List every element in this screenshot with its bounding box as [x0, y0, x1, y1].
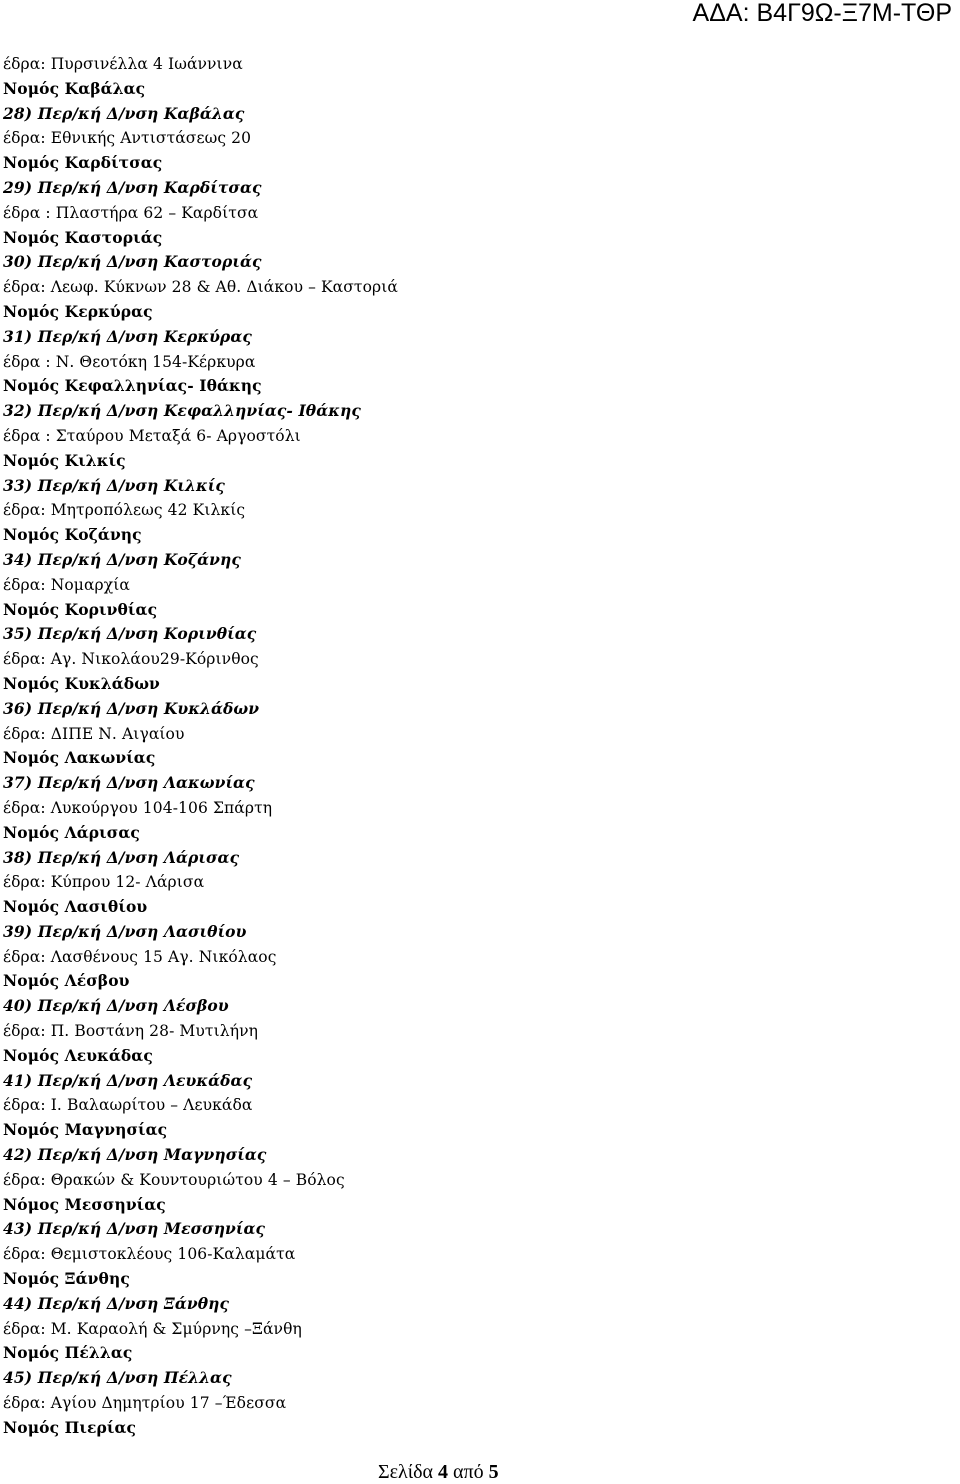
prefecture-heading: Νομός Κεφαλληνίας- Ιθάκης — [3, 376, 262, 396]
prefecture-heading: Νομός Λασιθίου — [3, 897, 148, 917]
directorate-heading: 28) Περ/κή Δ/νση Καβάλας — [3, 103, 245, 123]
prefecture-heading: Νομός Μαγνησίας — [3, 1120, 168, 1140]
directorate-heading: 31) Περ/κή Δ/νση Κερκύρας — [3, 326, 252, 346]
footer-page-word: Σελίδα — [378, 1461, 434, 1483]
seat-line: έδρα: Κύπρου 12- Λάρισα — [3, 873, 205, 892]
directorate-heading: 33) Περ/κή Δ/νση Κιλκίς — [3, 475, 225, 495]
seat-line: έδρα : Σταύρου Μεταξά 6- Αργοστόλι — [3, 426, 301, 445]
directorate-heading: 43) Περ/κή Δ/νση Μεσσηνίας — [3, 1219, 266, 1239]
prefecture-heading: Νομός Λάρισας — [3, 822, 140, 842]
prefecture-heading: Νομός Κοζάνης — [3, 525, 142, 545]
directorate-heading: 40) Περ/κή Δ/νση Λέσβου — [3, 996, 229, 1016]
ada-header: ΑΔΑ: Β4Γ9Ω-Ξ7Μ-ΤΘΡ — [692, 0, 952, 27]
directorate-heading: 30) Περ/κή Δ/νση Καστοριάς — [3, 252, 262, 272]
prefecture-heading: Νομός Πιερίας — [3, 1417, 137, 1437]
directorate-heading: 36) Περ/κή Δ/νση Κυκλάδων — [3, 698, 260, 718]
prefecture-heading: Νομός Καρδίτσας — [3, 153, 163, 173]
directorate-heading: 37) Περ/κή Δ/νση Λακωνίας — [3, 773, 255, 793]
seat-line: έδρα: Πυρσινέλλα 4 Ιωάννινα — [3, 55, 243, 73]
seat-line: έδρα: Θρακών & Κουντουριώτου 4 – Βόλος — [3, 1170, 345, 1189]
prefecture-heading: Νομός Λέσβου — [3, 971, 130, 991]
seat-line: έδρα: Λασθένους 15 Αγ. Νικόλαος — [3, 947, 277, 966]
directorate-heading: 45) Περ/κή Δ/νση Πέλλας — [3, 1368, 232, 1388]
directorate-heading: 29) Περ/κή Δ/νση Καρδίτσας — [3, 177, 262, 197]
prefecture-heading: Νόμος Μεσσηνίας — [3, 1194, 166, 1214]
seat-line: έδρα: Νομαρχία — [3, 575, 130, 594]
directorate-heading: 32) Περ/κή Δ/νση Κεφαλληνίας- Ιθάκης — [3, 401, 361, 421]
directorate-heading: 34) Περ/κή Δ/νση Κοζάνης — [3, 549, 241, 569]
seat-line: έδρα: Αγίου Δημητρίου 17 –Έδεσσα — [3, 1394, 287, 1413]
directorate-heading: 41) Περ/κή Δ/νση Λευκάδας — [3, 1070, 253, 1090]
seat-line: έδρα: Λυκούργου 104-106 Σπάρτη — [3, 798, 273, 817]
prefecture-heading: Νομός Ξάνθης — [3, 1269, 130, 1289]
document-body — [3, 52, 903, 1441]
directorate-heading: 42) Περ/κή Δ/νση Μαγνησίας — [3, 1145, 267, 1165]
seat-line: έδρα: Εθνικής Αντιστάσεως 20 — [3, 129, 252, 148]
seat-line: έδρα: Λεωφ. Κύκνων 28 & Αθ. Διάκου – Καστοριά — [3, 278, 398, 297]
footer-of-word: από — [453, 1461, 484, 1483]
seat-line: έδρα: Π. Βοστάνη 28- Μυτιλήνη — [3, 1022, 258, 1041]
prefecture-heading: Νομός Πέλλας — [3, 1343, 133, 1363]
directorate-heading: 38) Περ/κή Δ/νση Λάρισας — [3, 847, 240, 867]
prefecture-heading: Νομός Κυκλάδων — [3, 673, 160, 693]
prefecture-heading: Νομός Καβάλας — [3, 78, 146, 98]
seat-line: έδρα: Μ. Καραολή & Σμύρνης –Ξάνθη — [3, 1319, 302, 1338]
seat-line: έδρα : Ν. Θεοτόκη 154-Κέρκυρα — [3, 352, 256, 371]
directorate-heading: 39) Περ/κή Δ/νση Λασιθίου — [3, 921, 247, 941]
seat-line: έδρα: ΔΙΠΕ Ν. Αιγαίου — [3, 724, 185, 743]
footer-total-pages: 5 — [488, 1461, 499, 1483]
directorate-heading: 44) Περ/κή Δ/νση Ξάνθης — [3, 1293, 230, 1313]
prefecture-heading: Νομός Κερκύρας — [3, 301, 153, 321]
seat-line: έδρα: Θεμιστοκλέους 106-Καλαμάτα — [3, 1245, 296, 1264]
prefecture-heading: Νομός Κιλκίς — [3, 450, 126, 470]
seat-line: έδρα: Αγ. Νικολάου29-Κόρινθος — [3, 650, 259, 669]
seat-line: έδρα: Μητροπόλεως 42 Κιλκίς — [3, 501, 246, 520]
prefecture-heading: Νομός Καστοριάς — [3, 227, 163, 247]
page-footer — [378, 1460, 499, 1484]
prefecture-heading: Νομός Λευκάδας — [3, 1045, 153, 1065]
directorate-heading: 35) Περ/κή Δ/νση Κορινθίας — [3, 624, 257, 644]
seat-line: έδρα: Ι. Βαλαωρίτου – Λευκάδα — [3, 1096, 253, 1115]
prefecture-heading: Νομός Λακωνίας — [3, 748, 156, 768]
seat-line: έδρα : Πλαστήρα 62 – Καρδίτσα — [3, 203, 259, 222]
footer-current-page: 4 — [438, 1461, 449, 1483]
prefecture-heading: Νομός Κορινθίας — [3, 599, 158, 619]
